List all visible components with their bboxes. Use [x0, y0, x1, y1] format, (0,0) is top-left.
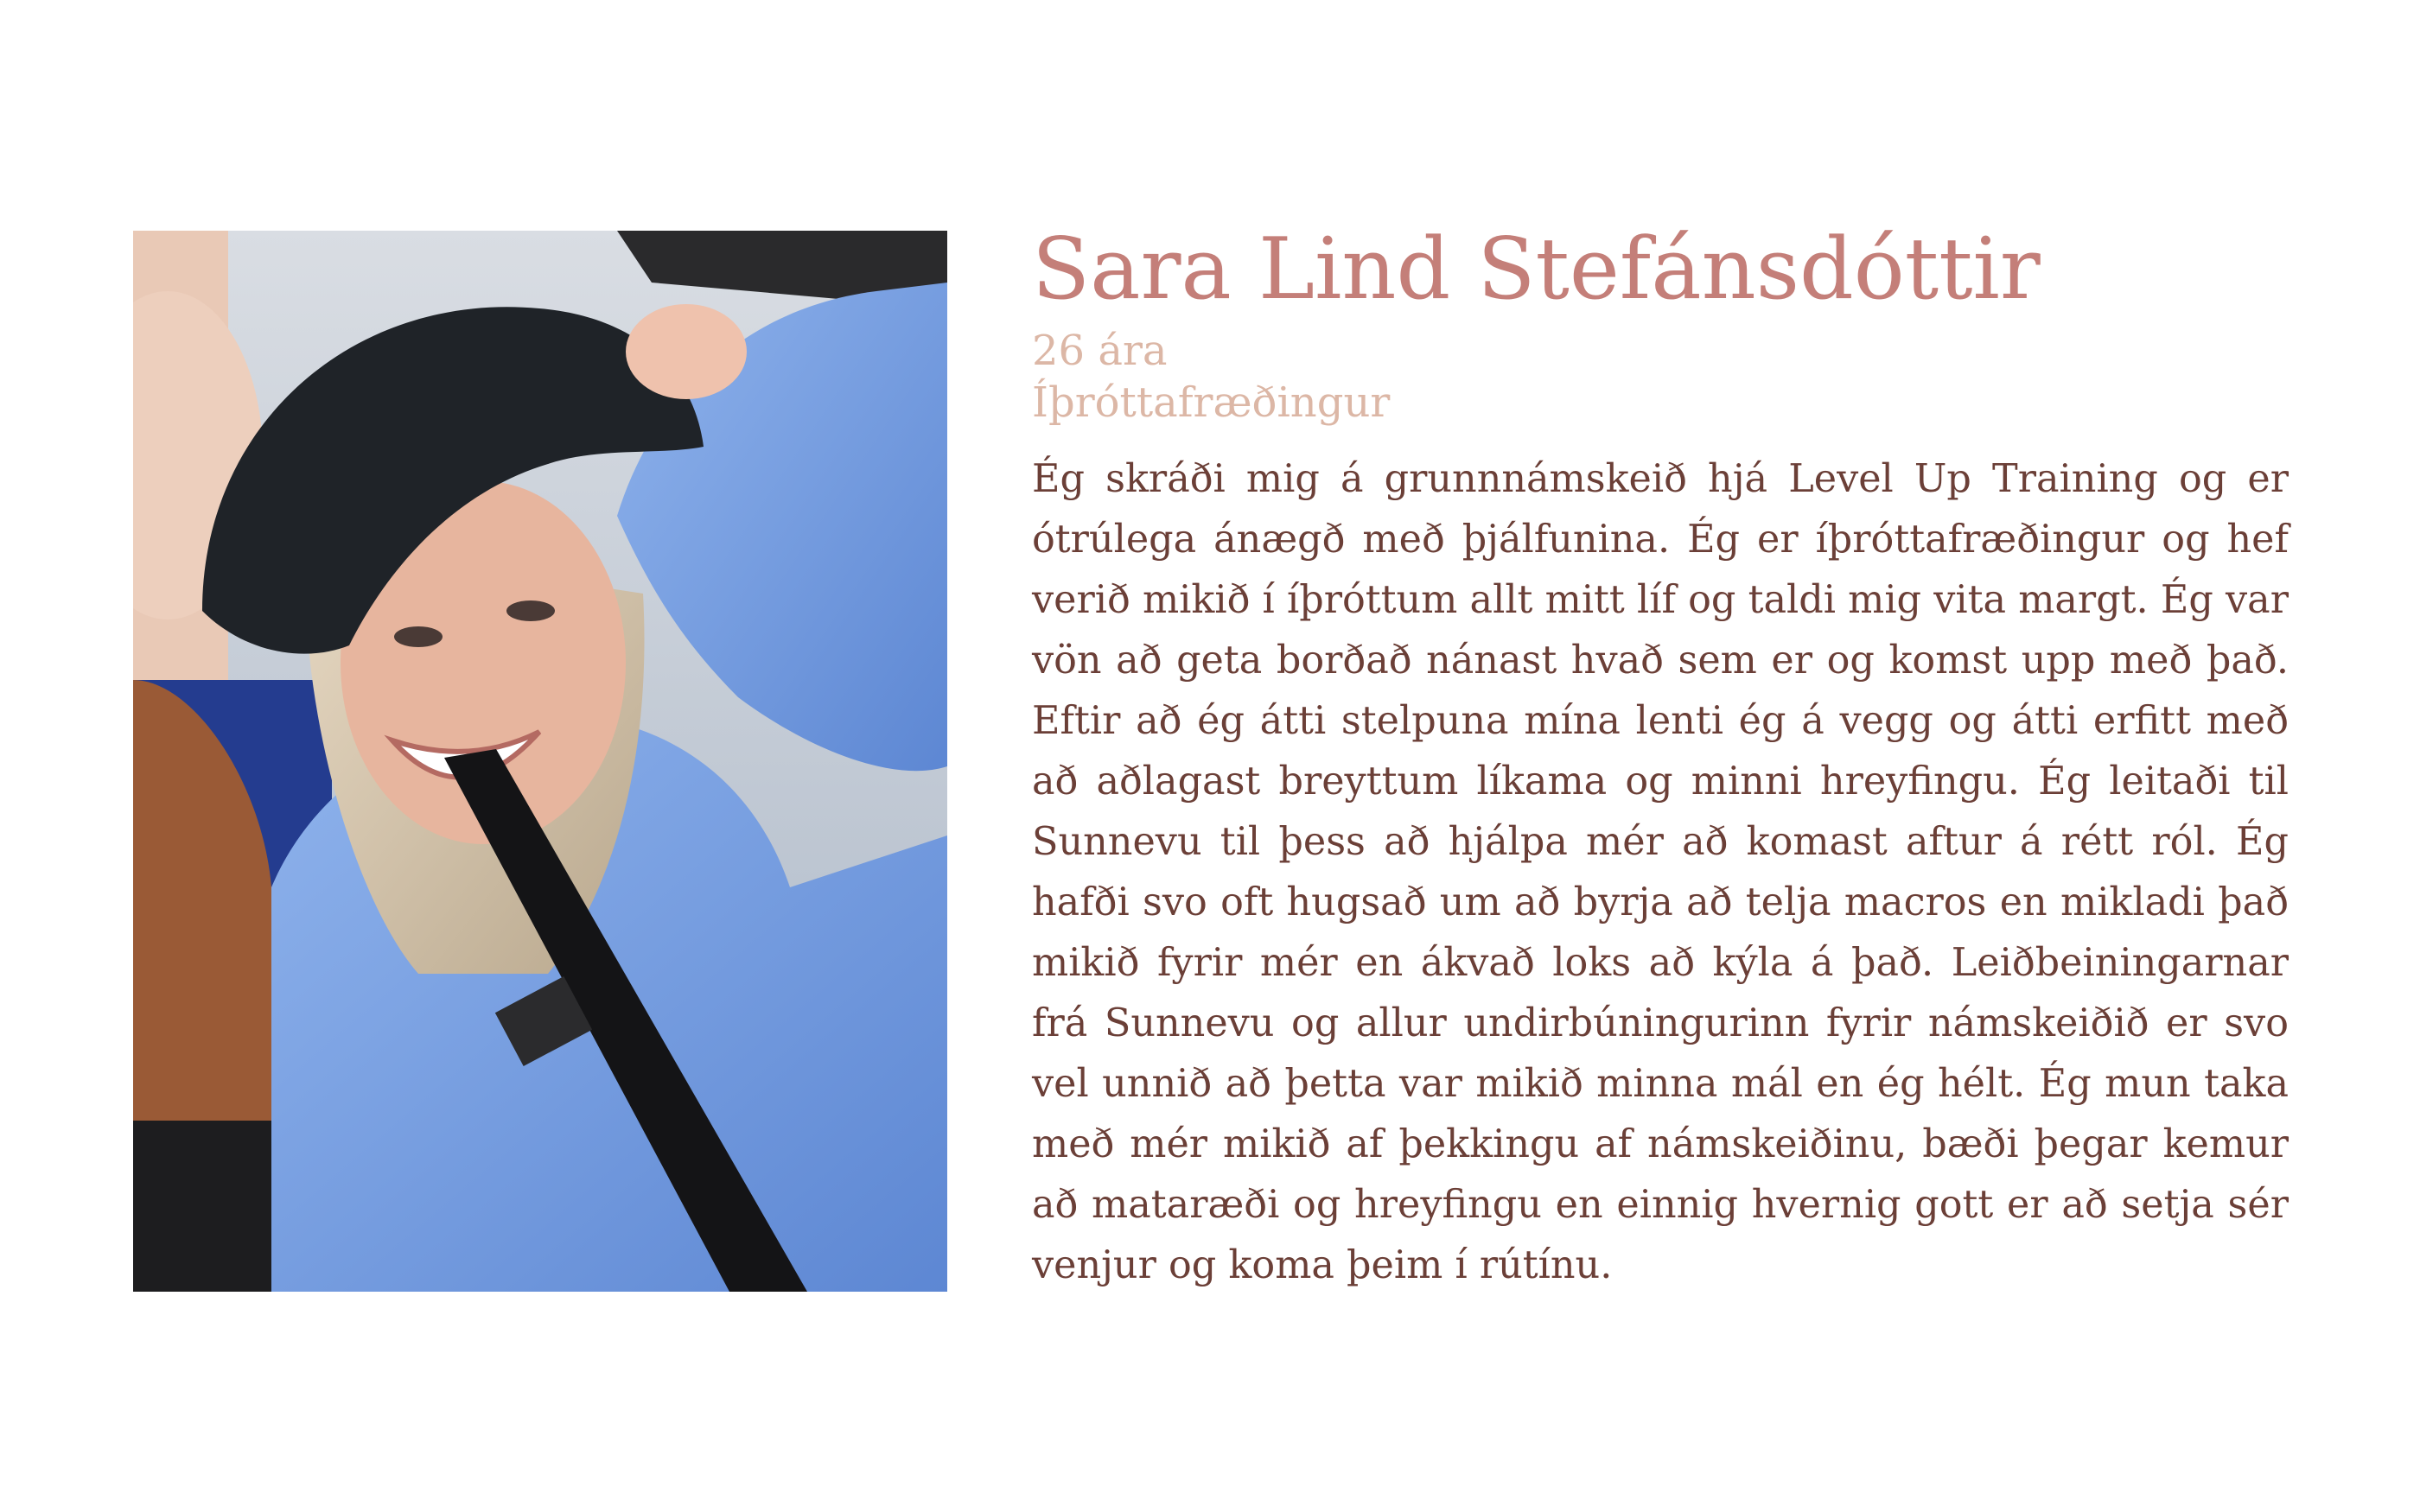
testimonial-paragraph: Ég skráði mig á grunnnámskeið hjá Level Up Training og er ótrúlega ánægð með þjálfunina. Ég er íþróttafræðingur og hef verið mikið í íþróttum allt mitt líf og taldi mig vita margt. Ég var vön að geta borðað nánast hvað sem er og komst upp með það. Eftir að ég átti stelpuna mína lenti ég á vegg og átti erfitt með að aðlagast breyttum líkama og minni hreyfingu. Ég leitaði til Sunnevu til þess að hjálpa mér að komast aftur á rétt ról. Ég hafði svo oft hugsað um að byrja að telja macros en mikladi það mikið fyrir mér en ákvað loks að kýla á það. Leiðbeiningarnar frá Sunnevu og allur undirbúningurinn fyrir námskeiðið er svo vel unnið að þetta var mikið minna mál en ég hélt. Ég mun taka með mér mikið af þekkingu af námskeiðinu, bæði þegar kemur að mataræði og hreyfingu en einnig hvernig gott er að setja sér venjur og koma þeim í rútínu.	[1032, 457, 2289, 1287]
person-occupation: Íþróttafræðingur	[1032, 378, 1391, 427]
profile-photo-illustration	[133, 231, 947, 1292]
testimonial-text-column	[1032, 216, 2289, 1296]
profile-photo	[133, 231, 947, 1292]
person-name: Sara Lind Stefánsdóttir	[1032, 220, 2041, 319]
person-age: 26 ára	[1032, 327, 1168, 375]
